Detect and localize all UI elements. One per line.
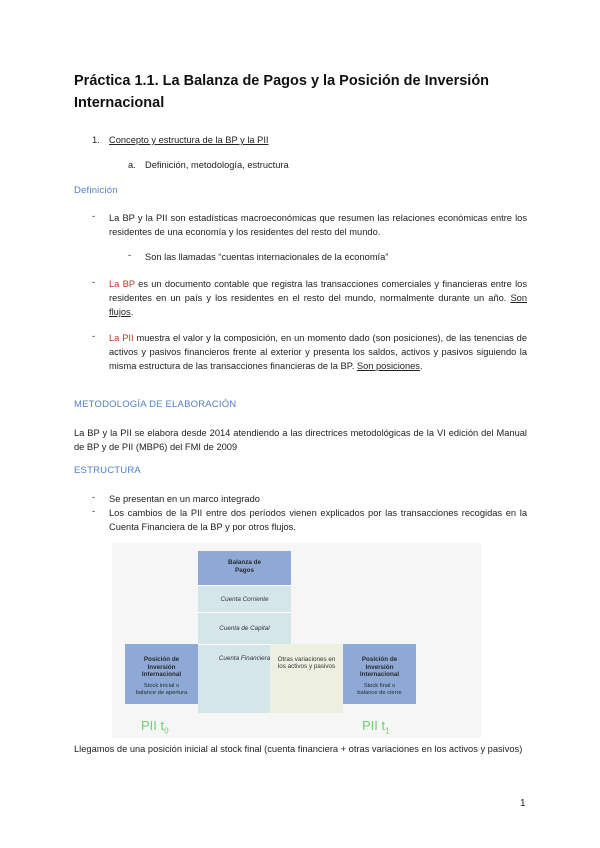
term-la-bp: La BP: [109, 279, 135, 289]
bp-header-box: [198, 551, 291, 585]
pii-final-box: [343, 644, 416, 704]
pii-t0-label: [141, 718, 169, 736]
conclusion-text: Llegamos de una posición inicial al stock final (cuenta financiera + otras variaciones en los activos y pasivos): [74, 744, 523, 754]
term-la-pii: La PII: [109, 333, 134, 343]
pii-t0-sub: 0: [164, 726, 169, 736]
otras-variaciones-box: [270, 644, 343, 713]
pii-t0-text: PII t: [141, 718, 165, 733]
bullet-la-pii-text: muestra el valor y la composición, en un momento dado (son posiciones), de las tenencias de activos y pasivos financieros frente al exterior y presenta los saldos, activos y pasivos siguiendo la misma estructura de las transacciones financieras de la BP.: [109, 333, 527, 371]
pii-t1-text: PII t: [362, 718, 386, 733]
page-title: Práctica 1.1. La Balanza de Pagos y la Posición de Inversión Internacional: [74, 73, 490, 111]
cuenta-corriente-box: Cuenta Corriente: [198, 585, 291, 612]
bullet-la-bp: [109, 277, 527, 319]
sub-list-letter: a.: [128, 160, 136, 170]
bullet-dash: -: [128, 250, 132, 260]
cuenta-financiera-box: Cuenta Financiera: [198, 644, 291, 713]
section-heading-definicion: Definición: [74, 185, 118, 196]
page-number: 1: [520, 798, 526, 809]
pii-right-sub: [343, 683, 416, 697]
list-item-concepto: Concepto y estructura de la BP y la PII: [109, 135, 269, 145]
pii-left-line1: Posición de: [143, 656, 180, 663]
bullet-marco: Se presentan en un marco integrado: [109, 494, 260, 504]
bullet-dash: -: [92, 331, 96, 341]
pii-left-sub: [125, 683, 198, 697]
metodologia-text: La BP y la PII se elabora desde 2014 atendiendo a las directrices metodológicas de la VI edición del Manual de BP y de PII (MBP6) del FMI de 2009: [74, 428, 527, 452]
pii-t1-sub: 1: [385, 726, 390, 736]
punct: .: [419, 361, 423, 371]
section-heading-metodologia: METODOLOGÍA DE ELABORACIÓN: [74, 399, 237, 410]
pii-left-line3: Internacional: [141, 671, 182, 678]
son-posiciones-link: Son posiciones: [356, 361, 420, 371]
pii-left-sub1: Stock inicial o: [143, 682, 180, 689]
pii-left-line2: Inversión: [147, 663, 176, 671]
bullet-dash: -: [92, 492, 96, 502]
pii-left-sub2: balance de apertura: [135, 689, 188, 696]
bp-header-line1: Balanza de: [228, 559, 261, 566]
otras-line1: Otras variaciones en: [277, 656, 336, 663]
bp-pii-diagram: [112, 543, 481, 738]
bp-header-line2: Pagos: [235, 567, 254, 574]
pii-right-line3: Internacional: [359, 671, 400, 678]
sub-bullet-cuentas: Son las llamadas “cuentas internacionales de la economía”: [145, 252, 389, 262]
pii-right-line2: Inversión: [365, 663, 394, 671]
bullet-bp-pii: La BP y la PII son estadísticas macroeconómicas que resumen las relaciones económicas entre los residentes de una economía y los residentes del resto del mundo.: [109, 213, 527, 237]
bullet-la-bp-text: es un documento contable que registra las transacciones comerciales y financieras entre los residentes en un país y los residentes en el resto del mundo, normalmente durante un año.: [109, 279, 527, 303]
pii-right-sub2: balance de cierre: [357, 689, 402, 696]
pii-t1-label: [362, 718, 390, 736]
sub-list-item: Definición, metodología, estructura: [145, 160, 289, 170]
cuenta-capital-box: Cuenta de Capital: [198, 612, 291, 644]
bullet-dash: -: [92, 211, 96, 221]
section-heading-estructura: ESTRUCTURA: [74, 465, 141, 476]
pii-right-sub1: Stock final o: [363, 682, 396, 689]
bullet-dash: -: [92, 506, 96, 516]
son-flujos-link: Son flujos: [109, 293, 527, 317]
bullet-dash: -: [92, 277, 96, 287]
bullet-la-pii: [109, 331, 527, 373]
pii-right-line1: Posición de: [361, 656, 398, 663]
otras-line2: los activos y pasivos: [277, 663, 336, 670]
pii-initial-box: [125, 644, 198, 704]
bullet-cambios-pii: Los cambios de la PII entre dos períodos vienen explicados por las transacciones recogidas en la Cuenta Financiera de la BP y por otros flujos.: [109, 508, 527, 532]
list-number: 1.: [92, 135, 100, 145]
punct: .: [130, 307, 134, 317]
